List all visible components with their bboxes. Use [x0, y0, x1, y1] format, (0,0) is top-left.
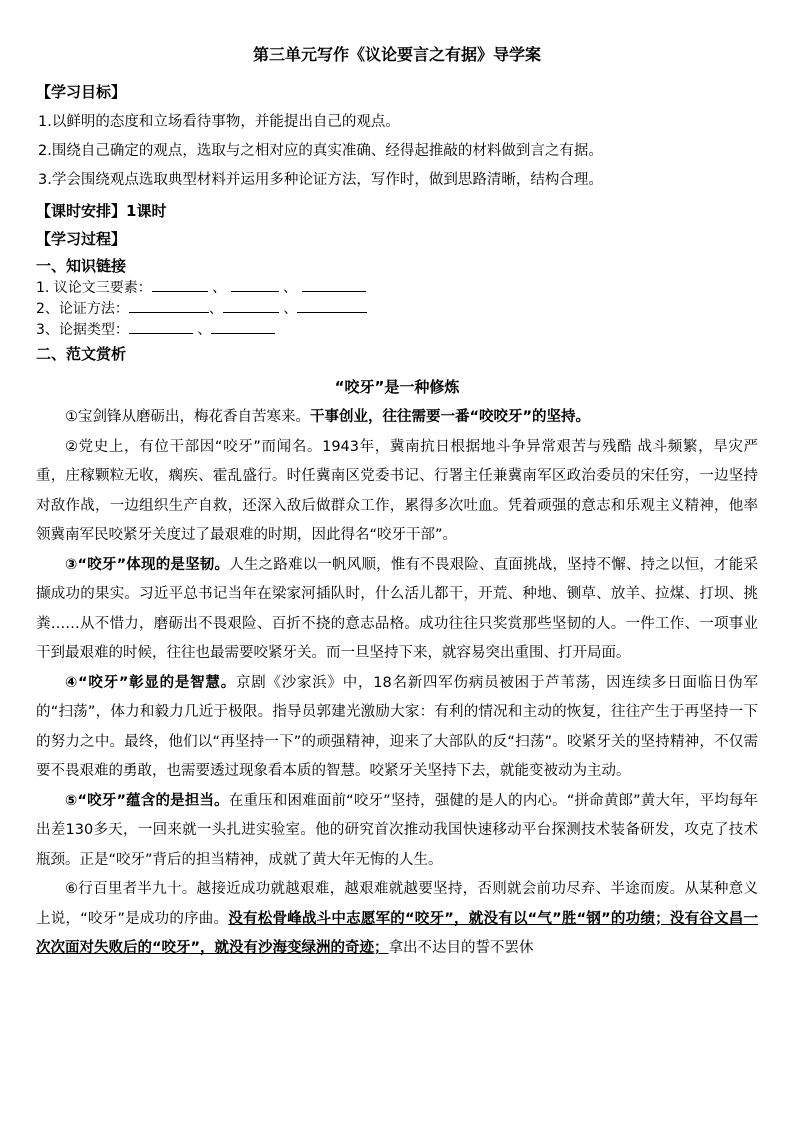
q2-label: 2、论证方法： [36, 301, 129, 317]
essay-paragraph-6 [36, 875, 758, 964]
essay-paragraph-4 [36, 669, 758, 787]
p1-thesis: 干事创业，往往需要一番“咬咬牙”的坚持。 [310, 409, 591, 425]
knowledge-q2 [36, 298, 758, 319]
schedule-value: 1课时 [126, 202, 167, 220]
process-heading: 【学习过程】 [36, 230, 127, 248]
worksheet-page [36, 44, 758, 964]
separator: 、 [283, 301, 298, 317]
p6-text: ⑥行百里者半九十。越接近成功就越艰难，越艰难就越要坚持，否则就会前功尽弃、半途而废。从某种意义上说，“咬牙”是成功的序曲。 [36, 881, 758, 927]
q3-label: 3、论据类型： [36, 322, 129, 338]
answer-blank[interactable] [223, 298, 279, 313]
schedule-heading: 【课时安排】 [36, 202, 127, 220]
knowledge-q1 [36, 277, 758, 298]
p6-tail: 拿出不达目的誓不罢休 [388, 940, 534, 956]
p5-point: ⑤“咬牙”蕴含的是担当。 [65, 792, 229, 809]
separator: 、 [197, 322, 212, 338]
answer-blank[interactable] [211, 319, 275, 334]
p1-text: ①宝剑锋从磨砺出，梅花香自苦寒来。 [65, 409, 310, 425]
page-title: 第三单元写作《议论要言之有据》导学案 [252, 45, 541, 64]
p4-point: ④“咬牙”彰显的是智慧。 [65, 674, 236, 691]
essay-title: “咬牙”是一种修炼 [334, 378, 460, 396]
answer-blank[interactable] [231, 277, 279, 292]
p5-text: 在重压和困难面前“咬牙”坚持，强健的是人的内心。“拼命黄郎”黄大年，平均每年出差130多天，一回来就一头扎进实验室。他的研究首次推动我国快速移动平台探测技术装备研发，攻克了技术瓶颈。正是“咬牙”背后的担当精神，成就了黄大年无悔的人生。 [36, 792, 758, 868]
p4-text: 京剧《沙家浜》中，18名新四军伤病员被困于芦苇荡，因连续多日面临日伪军的“扫荡”，体力和毅力几近于极限。指导员郭建光激励大家：有利的情况和主动的恢复，往往产生于再坚持一下的努力之中。最终，他们以“再坚持一下”的顽强精神，迎来了大部队的反“扫荡”。咬紧牙关的坚持精神，不仅需要不畏艰难的勇敢，也需要透过现象看本质的智慧。咬紧牙关坚持下去，就能变被动为主动。 [36, 674, 758, 779]
knowledge-heading: 一、知识链接 [36, 257, 127, 275]
p6-underlined-examples: 没有松骨峰战斗中志愿军的“咬牙”，就没有以“气”胜“钢”的功绩；没有谷文昌一次次面对失败后的“咬牙”，就没有沙海变绿洲的奇迹； [36, 910, 758, 956]
objective-item-2: 2.围绕自己确定的观点，选取与之相对应的真实准确、经得起推敲的材料做到言之有据。 [38, 143, 603, 159]
separator: 、 [212, 280, 227, 296]
answer-blank[interactable] [297, 298, 367, 313]
schedule-line [36, 199, 758, 223]
objectives-heading: 【学习目标】 [36, 83, 127, 101]
separator: 、 [208, 301, 223, 317]
appreciation-heading: 二、范文赏析 [36, 345, 127, 363]
p3-text: 人生之路难以一帆风顺，惟有不畏艰险、直面挑战，坚持不懈、持之以恒，才能采撷成功的果实。习近平总书记当年在梁家河插队时，什么活儿都干，开荒、种地、铡草、放羊、拉煤、打坝、挑粪……从不惜力，磨砺出不畏艰险、百折不挠的意志品格。成功往往只奖赏那些坚韧的人。一件工作、一项事业干到最艰难的时候，往往也最需要咬紧牙关。而一旦坚持下来，就容易突出重围、打开局面。 [36, 556, 759, 661]
essay-paragraph-3 [36, 551, 758, 669]
answer-blank[interactable] [302, 277, 366, 292]
knowledge-q3 [36, 319, 758, 340]
essay-paragraph-1 [36, 403, 758, 433]
objective-item-3: 3.学会围绕观点选取典型材料并运用多种论证方法，写作时，做到思路清晰，结构合理。 [38, 172, 603, 188]
answer-blank[interactable] [129, 319, 193, 334]
separator: 、 [283, 280, 298, 296]
essay-paragraph-5 [36, 787, 758, 876]
objective-item-1: 1.以鲜明的态度和立场看待事物，并能提出自己的观点。 [38, 114, 400, 130]
q1-label: 1. 议论文三要素： [36, 280, 152, 296]
answer-blank[interactable] [152, 277, 208, 292]
essay-paragraph-2: ②党史上，有位干部因“咬牙”而闻名。1943年，冀南抗日根据地斗争异常艰苦与残酷 战斗频繁，旱灾严重，庄稼颗粒无收，瘸疾、霍乱盛行。时任冀南区党委书记、行署主任兼冀南军区政治委员的宋任穷，一边坚持对敌作战，一边组织生产自救，还深入敌后做群众工作，累得多次吐血。凭着顽强的意志和乐观主义精神，他率领冀南军民咬紧牙关度过了最艰难的时期，因此得名“咬牙干部”。 [36, 438, 758, 543]
p3-point: ③“咬牙”体现的是坚韧。 [65, 556, 230, 573]
answer-blank[interactable] [129, 298, 209, 313]
